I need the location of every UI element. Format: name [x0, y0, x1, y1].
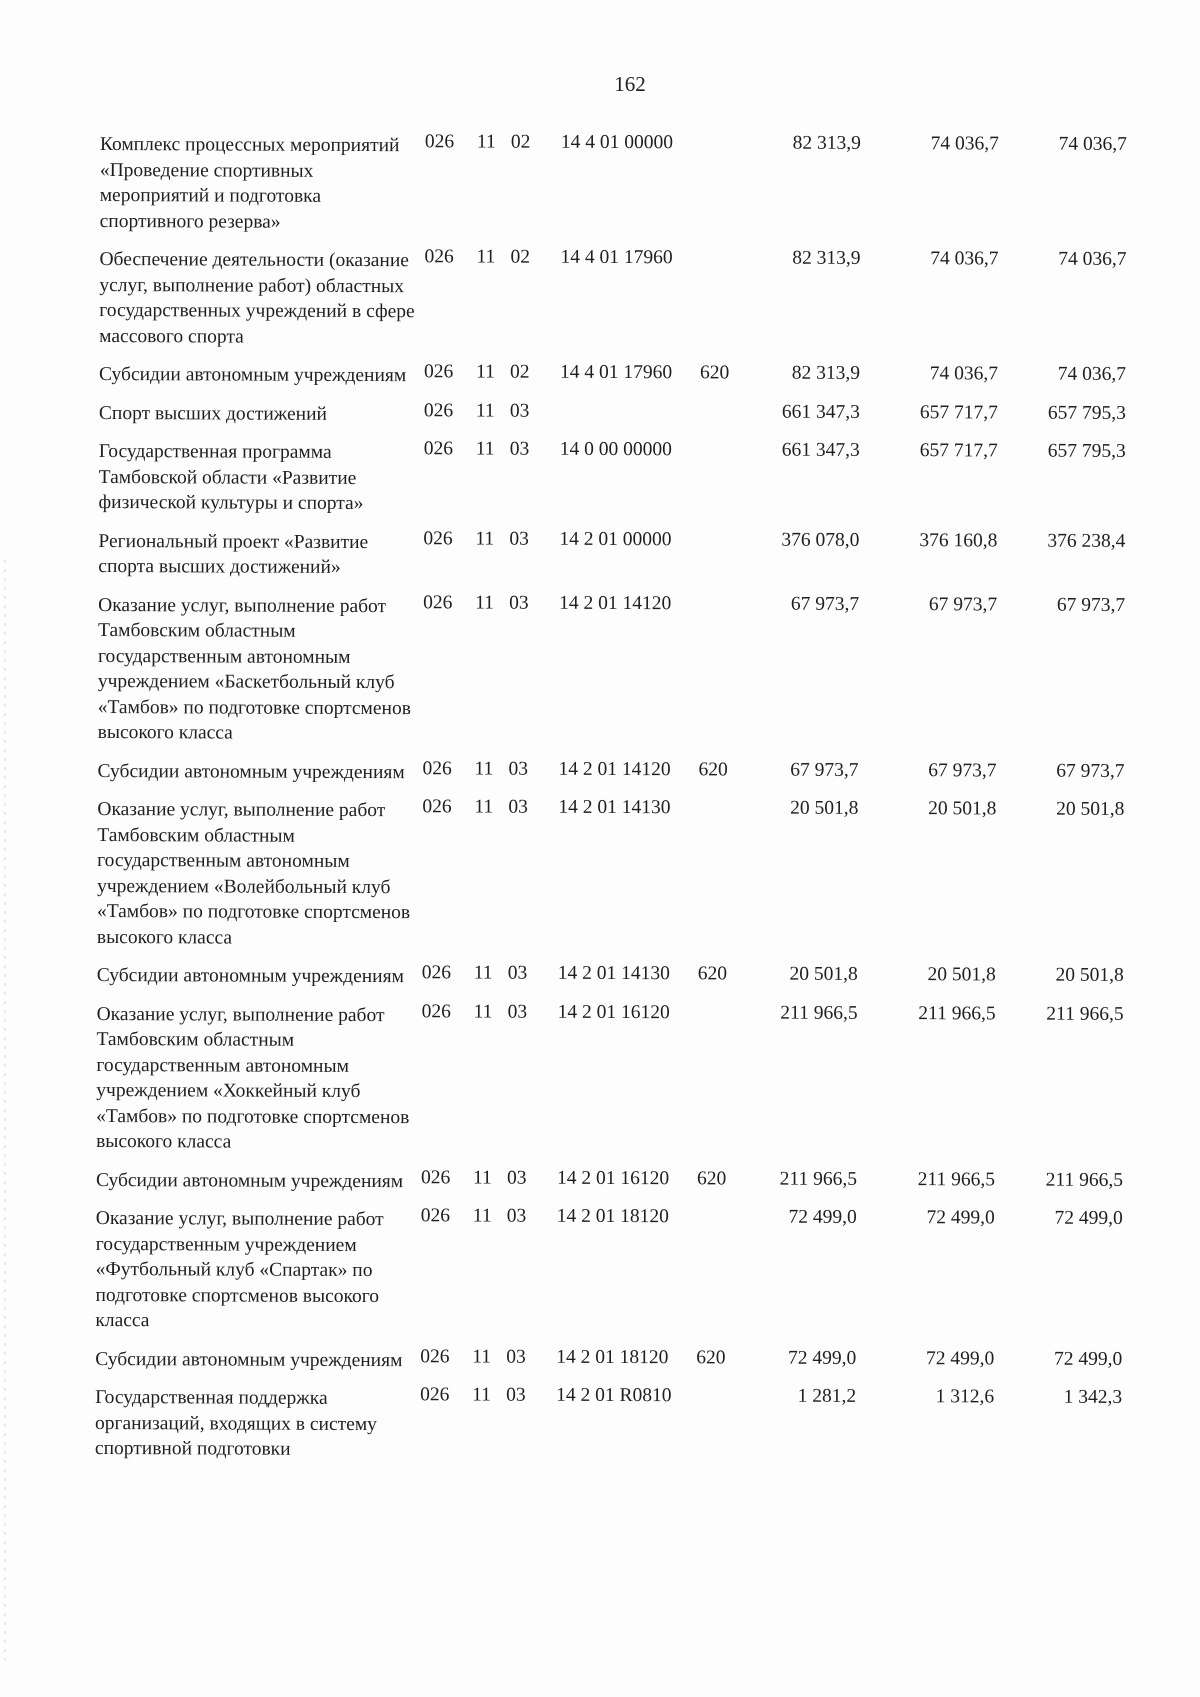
section-code: 11: [472, 1345, 492, 1368]
section-code: 11: [474, 796, 494, 818]
expense-type-code: 620: [697, 963, 728, 985]
target-article-code: 14 2 01 14130: [558, 796, 671, 819]
amount-year-3: 74 036,7: [1058, 133, 1127, 155]
table-row: [97, 754, 1157, 788]
budget-table: [95, 128, 1160, 1475]
admin-code: 026: [423, 591, 453, 613]
expense-type-code: 620: [696, 1167, 727, 1189]
amount-year-3: 657 795,3: [1047, 440, 1126, 462]
section-code: 11: [474, 757, 494, 780]
section-code: 11: [475, 399, 495, 422]
row-name: Субсидии автономным учреждениям: [96, 964, 404, 988]
table-row: [97, 793, 1158, 954]
amount-year-1: 661 347,3: [781, 439, 860, 461]
target-article-code: 14 2 01 14130: [557, 962, 670, 985]
expense-type-code: 620: [696, 1346, 726, 1368]
admin-code: 026: [422, 757, 452, 779]
admin-code: 026: [420, 1384, 450, 1406]
amount-year-3: 211 966,5: [1046, 1003, 1124, 1025]
amount-year-3: 20 501,8: [1056, 798, 1125, 820]
admin-code: 026: [423, 527, 453, 549]
admin-code: 026: [424, 131, 455, 153]
subsection-code: 03: [508, 758, 529, 780]
target-article-code: 14 0 00 00000: [559, 438, 672, 461]
amount-year-2: 211 966,5: [918, 1002, 996, 1024]
table-row: [95, 1381, 1155, 1466]
section-code: 11: [476, 361, 495, 383]
amount-year-3: 72 499,0: [1054, 1207, 1123, 1229]
section-code: 11: [476, 246, 496, 268]
amount-year-1: 376 078,0: [781, 529, 860, 551]
amount-year-1: 67 973,7: [790, 759, 859, 781]
subsection-code: 03: [506, 1205, 527, 1227]
subsection-code: 03: [507, 962, 528, 984]
table-row: [95, 1202, 1155, 1338]
section-code: 11: [472, 1205, 492, 1227]
amount-year-3: 74 036,7: [1058, 248, 1127, 270]
amount-year-2: 211 966,5: [917, 1168, 996, 1190]
table-row: [99, 358, 1159, 392]
subsection-code: 02: [510, 131, 531, 153]
row-name: Оказание услуг, выполнение работ Тамбовским областным государственным автономным учреждением «Баскетбольный клуб «Тамбов» по подготовке спортсменов высокого класса: [97, 594, 411, 744]
table-row: [96, 997, 1157, 1158]
table-row: [97, 959, 1157, 993]
amount-year-2: 74 036,7: [930, 133, 999, 155]
amount-year-2: 376 160,8: [919, 529, 998, 551]
table-row: [99, 243, 1159, 353]
amount-year-2: 74 036,7: [930, 248, 999, 270]
subsection-code: 03: [506, 1167, 527, 1189]
amount-year-3: 20 501,8: [1055, 964, 1124, 986]
admin-code: 026: [424, 246, 454, 268]
amount-year-3: 1 342,3: [1063, 1386, 1123, 1408]
admin-code: 026: [421, 962, 452, 984]
target-article-code: 14 2 01 14120: [559, 592, 672, 614]
amount-year-1: 82 313,9: [792, 247, 861, 269]
table-row: [100, 128, 1160, 238]
amount-year-3: 67 973,7: [1056, 594, 1126, 616]
section-code: 11: [473, 1000, 493, 1023]
section-code: 11: [475, 438, 495, 460]
amount-year-1: 72 499,0: [787, 1347, 857, 1369]
table-row: [98, 588, 1159, 749]
amount-year-2: 657 717,7: [919, 401, 998, 423]
target-article-code: 14 2 01 16120: [556, 1167, 670, 1189]
target-article-code: 14 4 01 17960: [560, 361, 673, 384]
section-code: 11: [475, 591, 495, 614]
expense-type-code: 620: [700, 362, 730, 384]
expense-type-code: 620: [698, 758, 728, 780]
row-name: Оказание услуг, выполнение работ Тамбовским областным государственным автономным учреждением «Хоккейный клуб «Тамбов» по подготовке спортсменов высокого класса: [96, 1003, 410, 1153]
amount-year-1: 67 973,7: [790, 593, 860, 615]
amount-year-2: 72 499,0: [926, 1207, 995, 1229]
subsection-code: 03: [509, 400, 530, 422]
subsection-code: 02: [510, 361, 530, 383]
table-row: [95, 1342, 1155, 1376]
subsection-code: 03: [508, 796, 528, 818]
table-row: [99, 396, 1159, 430]
row-name: Оказание услуг, выполнение работ государственным учреждением «Футбольный клуб «Спартак» по подготовке спортсменов высокого класса: [95, 1207, 384, 1332]
row-name: Обеспечение деятельности (оказание услуг, выполнение работ) областных государственных учреждений в сфере массового спорта: [99, 248, 415, 348]
section-code: 11: [475, 527, 495, 550]
subsection-code: 02: [510, 246, 531, 268]
amount-year-1: 1 281,2: [797, 1385, 857, 1407]
row-name: Субсидии автономным учреждениям: [95, 1169, 404, 1192]
subsection-code: 03: [509, 592, 529, 614]
amount-year-2: 20 501,8: [928, 798, 997, 820]
target-article-code: 14 4 01 00000: [560, 131, 674, 154]
amount-year-2: 72 499,0: [925, 1347, 995, 1369]
subsection-code: 03: [506, 1384, 526, 1406]
amount-year-1: 82 313,9: [791, 362, 861, 384]
amount-year-1: 20 501,8: [789, 963, 858, 985]
row-name: Субсидии автономным учреждениям: [97, 760, 405, 783]
amount-year-2: 74 036,7: [929, 363, 999, 385]
subsection-code: 03: [509, 438, 530, 460]
amount-year-1: 20 501,8: [790, 797, 859, 819]
amount-year-1: 211 966,5: [779, 1168, 858, 1190]
table-row: [99, 435, 1159, 520]
amount-year-2: 657 717,7: [919, 440, 998, 462]
amount-year-3: 376 238,4: [1047, 530, 1126, 552]
subsection-code: 03: [509, 528, 529, 550]
row-name: Комплекс процессных мероприятий «Проведение спортивных мероприятий и подготовка спортивного резерва»: [99, 133, 400, 233]
amount-year-3: 67 973,7: [1056, 760, 1125, 782]
amount-year-2: 67 973,7: [928, 593, 998, 615]
admin-code: 026: [420, 1345, 450, 1367]
admin-code: 026: [424, 361, 454, 383]
amount-year-2: 67 973,7: [928, 759, 997, 781]
amount-year-1: 72 499,0: [788, 1206, 857, 1228]
admin-code: 026: [423, 438, 454, 460]
row-name: Субсидии автономным учреждениям: [99, 363, 407, 387]
amount-year-2: 20 501,8: [927, 964, 996, 986]
target-article-code: 14 2 01 16120: [557, 1001, 670, 1023]
amount-year-3: 72 499,0: [1053, 1348, 1123, 1370]
row-name: Субсидии автономным учреждениям: [95, 1348, 403, 1371]
admin-code: 026: [421, 1000, 451, 1022]
table-row: [98, 524, 1158, 583]
target-article-code: 14 2 01 00000: [559, 528, 672, 550]
row-name: Спорт высших достижений: [98, 402, 328, 425]
admin-code: 026: [422, 796, 452, 818]
amount-year-3: 657 795,3: [1047, 402, 1126, 424]
amount-year-3: 211 966,5: [1045, 1169, 1124, 1191]
target-article-code: [560, 398, 700, 399]
amount-year-2: 1 312,6: [935, 1386, 995, 1408]
target-article-code: 14 2 01 18120: [556, 1346, 669, 1368]
amount-year-1: 661 347,3: [781, 401, 860, 423]
row-name: Региональный проект «Развитие спорта высших достижений»: [98, 530, 369, 578]
section-code: 11: [472, 1384, 491, 1406]
row-name: Государственная программа Тамбовской области «Развитие физической культуры и спорта»: [98, 440, 364, 515]
table-row: [96, 1163, 1156, 1197]
section-code: 11: [472, 1166, 492, 1189]
target-article-code: 14 2 01 R0810: [556, 1384, 672, 1407]
admin-code: 026: [420, 1205, 451, 1227]
scan-margin-artifact: [4, 560, 6, 1660]
target-article-code: 14 2 01 18120: [556, 1205, 669, 1228]
amount-year-1: 211 966,5: [780, 1002, 858, 1024]
row-name: Государственная поддержка организаций, входящих в систему спортивной подготовки: [94, 1386, 377, 1460]
row-name: Оказание услуг, выполнение работ Тамбовским областным государственным автономным учреждением «Волейбольный клуб «Тамбов» по подготовке спортсменов высокого класса: [96, 798, 411, 949]
target-article-code: 14 4 01 17960: [560, 246, 673, 269]
page-number: 162: [614, 72, 646, 96]
admin-code: 026: [423, 399, 454, 421]
target-article-code: 14 2 01 14120: [558, 758, 671, 780]
section-code: 11: [473, 962, 493, 984]
subsection-code: 03: [506, 1346, 526, 1368]
section-code: 11: [476, 131, 496, 153]
amount-year-3: 74 036,7: [1057, 363, 1127, 385]
admin-code: 026: [420, 1166, 451, 1188]
subsection-code: 03: [507, 1001, 528, 1023]
amount-year-1: 82 313,9: [792, 132, 861, 154]
